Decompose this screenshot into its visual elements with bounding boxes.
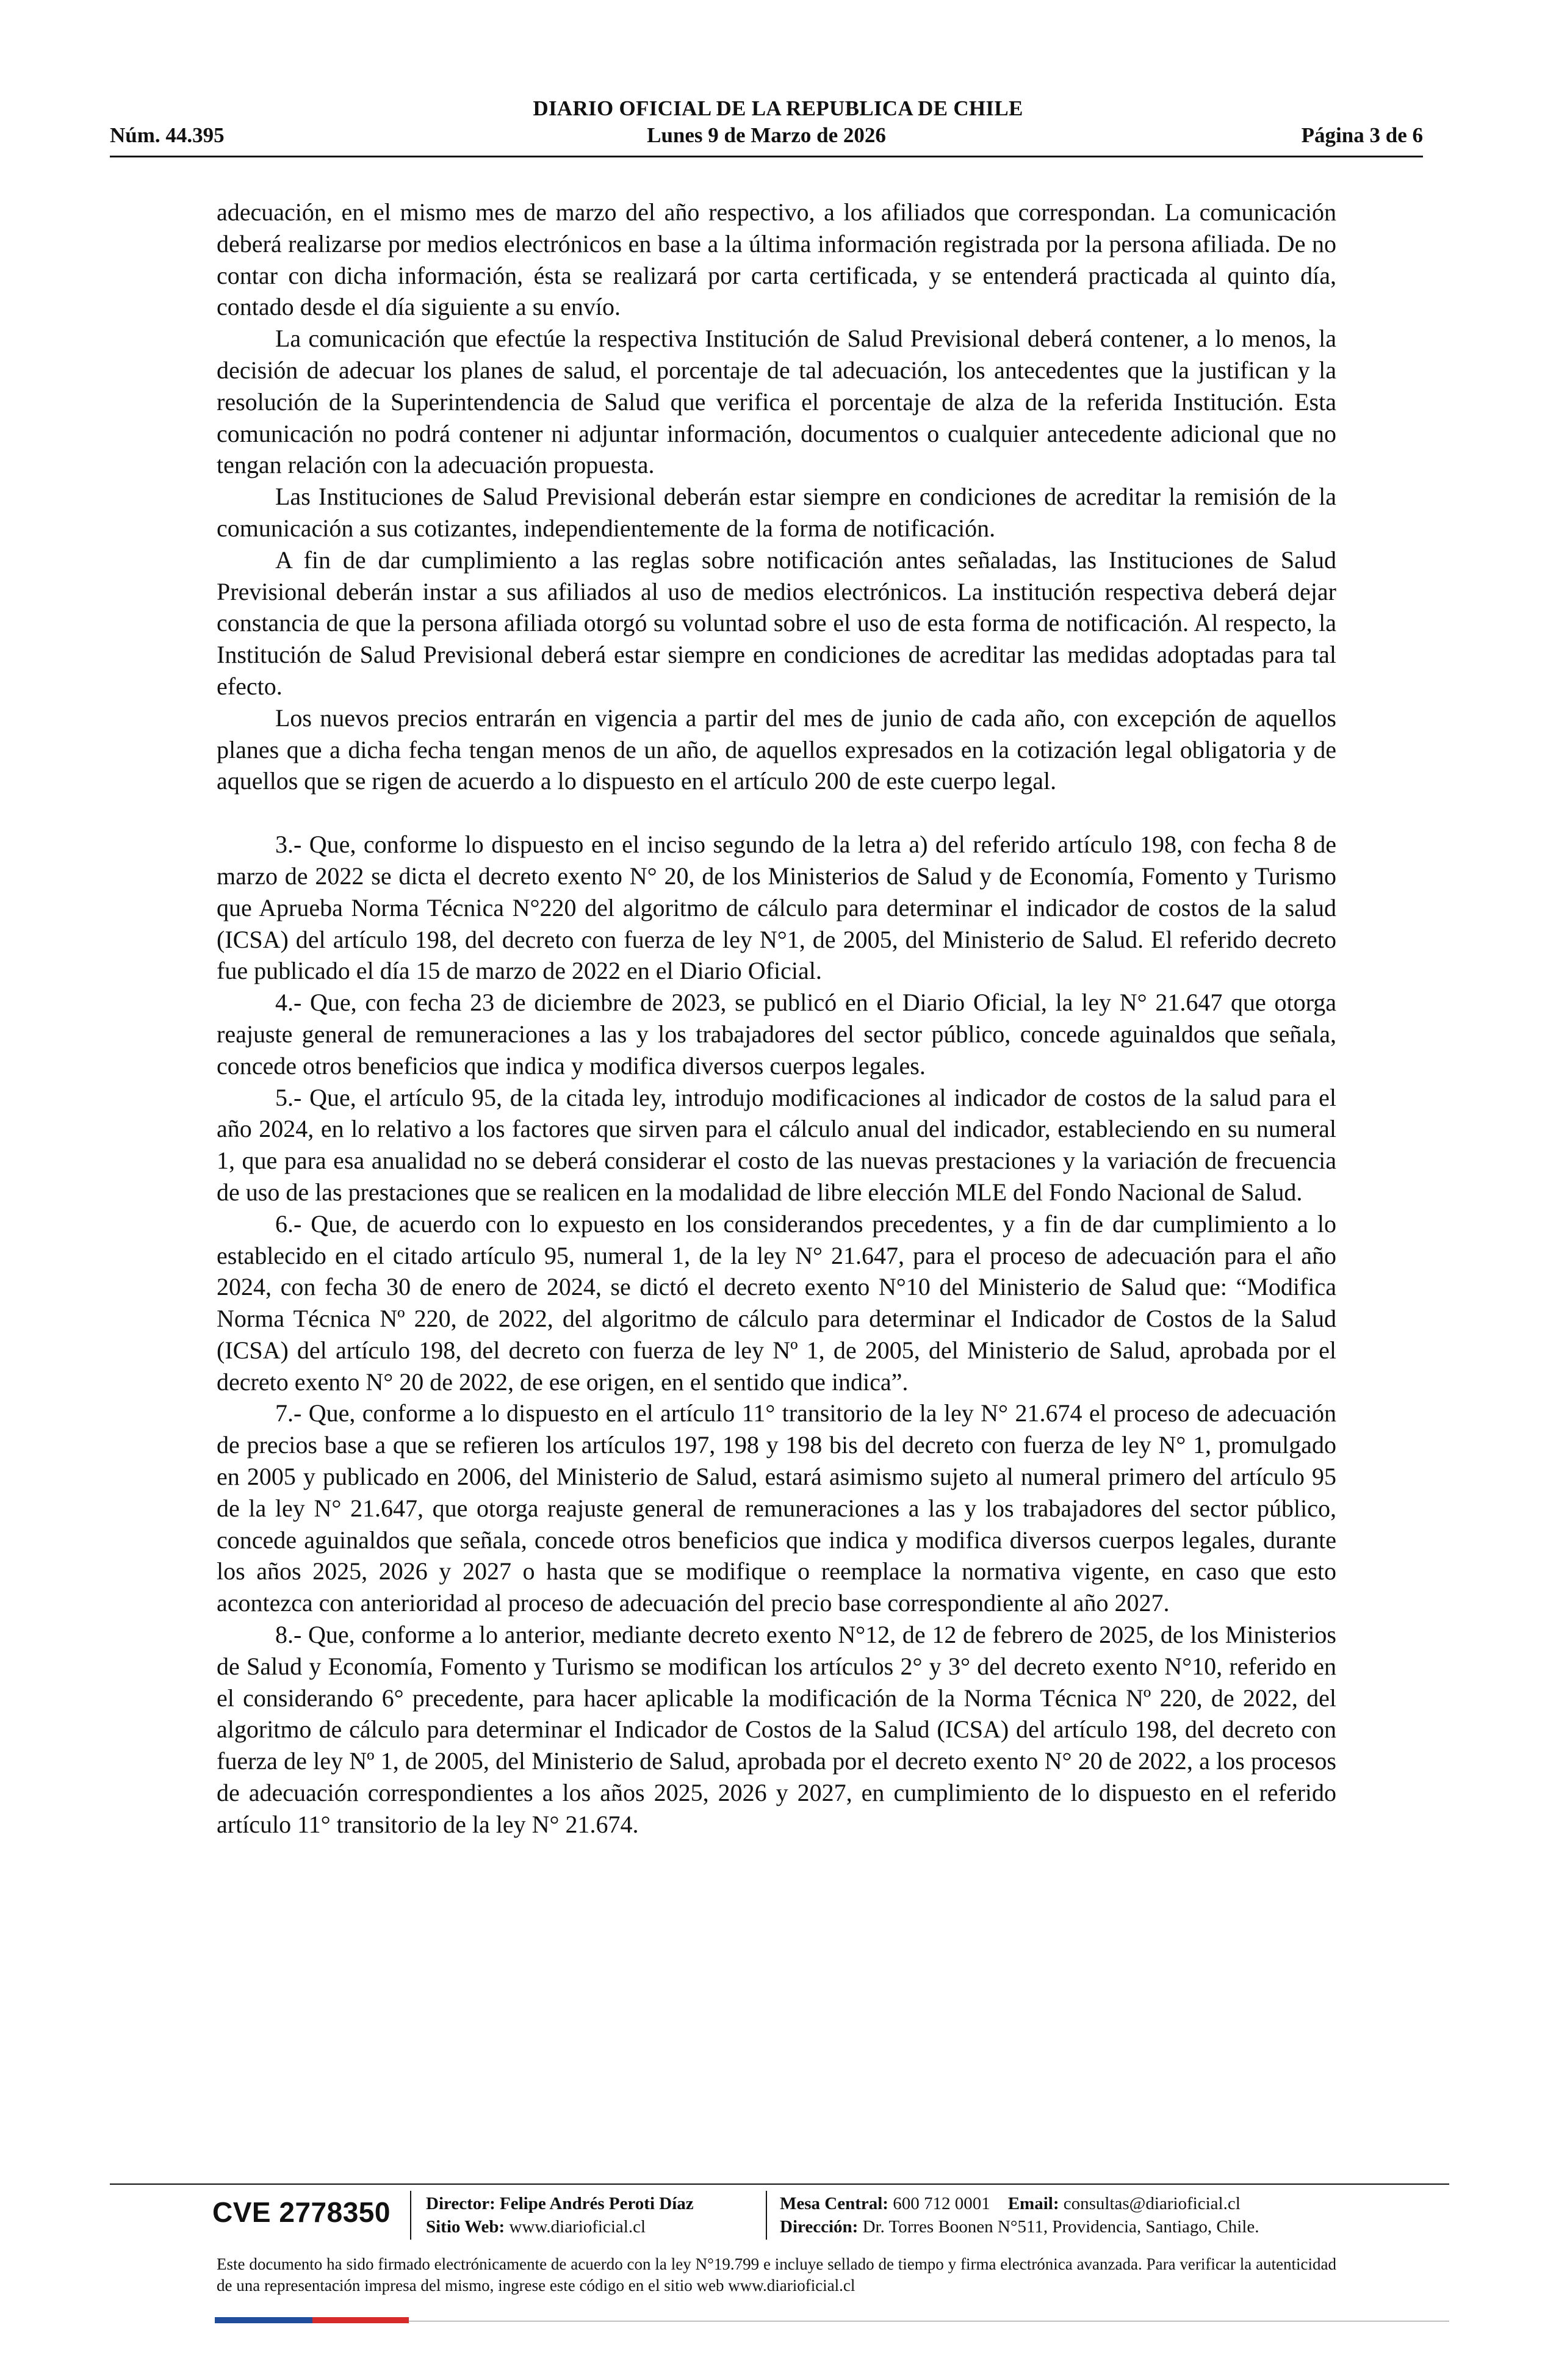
signature-notice: Este documento ha sido firmado electrónicamente de acuerdo con la ley N°19.799 e incluye sellado de tiempo y firma electrónica avanzada. Para verificar la autenticidad de una representación impresa del mismo, ingrese este código en el sitio web www.diarioficial.cl bbox=[217, 2255, 1336, 2295]
paragraph: 8.- Que, conforme a lo anterior, mediante decreto exento N°12, de 12 de febrero de 2025, de los Ministerios de Salud y Economía, Fomento y Turismo se modifican los artículos 2° y 3° del decreto exento N°10, referido en el considerando 6° precedente, para hacer aplicable la modificación de la Norma Técnica Nº 220, de 2022, del algoritmo de cálculo para determinar el Indicador de Costos de la Salud (ICSA) del artículo 198, del decreto con fuerza de ley Nº 1, de 2005, del Ministerio de Salud, aprobada por el decreto exento N° 20 de 2022, a los procesos de adecuación correspondientes a los años 2025, 2026 y 2027, en cumplimiento de lo dispuesto en el referido artículo 11° transitorio de la ley N° 21.674. bbox=[217, 1621, 1336, 1838]
address-label: Dirección: bbox=[780, 2217, 859, 2237]
paragraph: 4.- Que, con fecha 23 de diciembre de 2023, se publicó en el Diario Oficial, la ley N° 21.647 que otorga reajuste general de remuneraciones a las y los trabajadores del sector público, concede aguinaldos que señala, concede otros beneficios que indica y modifica diversos cuerpos legales. bbox=[217, 989, 1336, 1080]
footer-separator bbox=[410, 2191, 411, 2240]
footer-separator bbox=[766, 2191, 767, 2240]
address-value: Dr. Torres Boonen N°511, Providencia, Santiago, Chile. bbox=[862, 2217, 1259, 2237]
paragraph: 7.- Que, conforme a lo dispuesto en el artículo 11° transitorio de la ley N° 21.674 el proceso de adecuación de precios base a que se refieren los artículos 197, 198 y 198 bis del decreto con fuerza de ley N° 1, promulgado en 2005 y publicado en 2006, del Ministerio de Salud, estará asimismo sujeto al numeral primero del artículo 95 de la ley N° 21.647, que otorga reajuste general de remuneraciones a las y los trabajadores del sector público, concede aguinaldos que señala, concede otros beneficios que indica y modifica diversos cuerpos legales, durante los años 2025, 2026 y 2027 o hasta que se modifique o reemplace la normativa vigente, en caso que esto acontezca con anterioridad al proceso de adecuación del precio base correspondiente al año 2027. bbox=[217, 1399, 1336, 1617]
footer-director-block bbox=[426, 2192, 694, 2238]
website-link[interactable]: www.diarioficial.cl bbox=[509, 2217, 646, 2237]
flag-blue-segment bbox=[215, 2317, 312, 2323]
paragraph: 5.- Que, el artículo 95, de la citada ley, introdujo modificaciones al indicador de costos de la salud para el año 2024, en lo relativo a los factores que sirven para el cálculo anual del indicador, estableciendo en su numeral 1, que para esa anualidad no se deberá considerar el costo de las nuevas prestaciones y la variación de frecuencia de uso de las prestaciones que se realicen en la modalidad de libre elección MLE del Fondo Nacional de Salud. bbox=[217, 1083, 1336, 1206]
email-link[interactable]: consultas@diarioficial.cl bbox=[1063, 2194, 1241, 2213]
mesa-label: Mesa Central: bbox=[780, 2194, 888, 2213]
email-label: Email: bbox=[1007, 2194, 1059, 2213]
paragraph: A fin de dar cumplimiento a las reglas sobre notificación antes señaladas, las Instituciones de Salud Previsional deberán instar a sus afiliados al uso de medios electrónicos. La institución respectiva deberá dejar constancia de que la persona afiliada otorgó su voluntad sobre el uso de esta forma de notificación. Al respecto, la Institución de Salud Previsional deberá estar siempre en condiciones de acreditar las medidas adoptadas para tal efecto. bbox=[217, 546, 1336, 700]
paragraph: La comunicación que efectúe la respectiva Institución de Salud Previsional deberá contener, a lo menos, la decisión de adecuar los planes de salud, el porcentaje de tal adecuación, los antecedentes que la justifican y la resolución de la Superintendencia de Salud que verifica el porcentaje de alza de la referida Institución. Esta comunicación no podrá contener ni adjuntar información, documentos o cualquier antecedente adicional que no tengan relación con la adecuación propuesta. bbox=[217, 325, 1336, 479]
flag-color-bar bbox=[215, 2317, 409, 2323]
cve-code: CVE 2778350 bbox=[212, 2196, 391, 2228]
issue-number: Núm. 44.395 bbox=[110, 123, 225, 147]
document-body bbox=[217, 197, 1336, 1841]
issue-date: Lunes 9 de Marzo de 2026 bbox=[647, 123, 886, 147]
paragraph: Los nuevos precios entrarán en vigencia a partir del mes de junio de cada año, con excepción de aquellos planes que a dicha fecha tengan menos de un año, de aquellos expresados en la cotización legal obligatoria y de aquellos que se rigen de acuerdo a lo dispuesto en el artículo 200 de este cuerpo legal. bbox=[217, 704, 1336, 795]
director-name: Felipe Andrés Peroti Díaz bbox=[500, 2194, 694, 2213]
mesa-value: 600 712 0001 bbox=[893, 2194, 990, 2213]
footer-contact-block bbox=[780, 2192, 1259, 2238]
paragraph: 3.- Que, conforme lo dispuesto en el inciso segundo de la letra a) del referido artículo 198, con fecha 8 de marzo de 2022 se dicta el decreto exento N° 20, de los Ministerios de Salud y de Economía, Fomento y Turismo que Aprueba Norma Técnica N°220 del algoritmo de cálculo para determinar el indicador de costos de la salud (ICSA) del artículo 198, del decreto con fuerza de ley N°1, de 2005, del Ministerio de Salud. El referido decreto fue publicado el día 15 de marzo de 2022 en el Diario Oficial. bbox=[217, 831, 1336, 985]
footer-divider bbox=[110, 2183, 1449, 2185]
header-divider bbox=[110, 156, 1423, 157]
paragraph: 6.- Que, de acuerdo con lo expuesto en los considerandos precedentes, y a fin de dar cumplimiento a lo establecido en el citado artículo 95, numeral 1, de la ley N° 21.647, para el proceso de adecuación para el año 2024, con fecha 30 de enero de 2024, se dictó el decreto exento N°10 del Ministerio de Salud que: “Modifica Norma Técnica Nº 220, de 2022, del algoritmo de cálculo para determinar el Indicador de Costos de la Salud (ICSA) del artículo 198, del decreto con fuerza de ley Nº 1, de 2005, del Ministerio de Salud, aprobada por el decreto exento N° 20 de 2022, de ese origen, en el sentido que indica”. bbox=[217, 1210, 1336, 1396]
flag-red-segment bbox=[312, 2317, 409, 2323]
paragraph: adecuación, en el mismo mes de marzo del año respectivo, a los afiliados que correspondan. La comunicación deberá realizarse por medios electrónicos en base a la última información registrada por la persona afiliada. De no contar con dicha información, ésta se realizará por carta certificada, y se entenderá practicada al quinto día, contado desde el día siguiente a su envío. bbox=[217, 198, 1336, 321]
paragraph: Las Instituciones de Salud Previsional deberán estar siempre en condiciones de acreditar la remisión de la comunicación a sus cotizantes, independientemente de la forma de notificación. bbox=[217, 483, 1336, 542]
director-label: Director: bbox=[426, 2194, 495, 2213]
page-indicator: Página 3 de 6 bbox=[1301, 123, 1423, 147]
publication-title: DIARIO OFICIAL DE LA REPUBLICA DE CHILE bbox=[533, 96, 1023, 120]
website-label: Sitio Web: bbox=[426, 2217, 505, 2237]
